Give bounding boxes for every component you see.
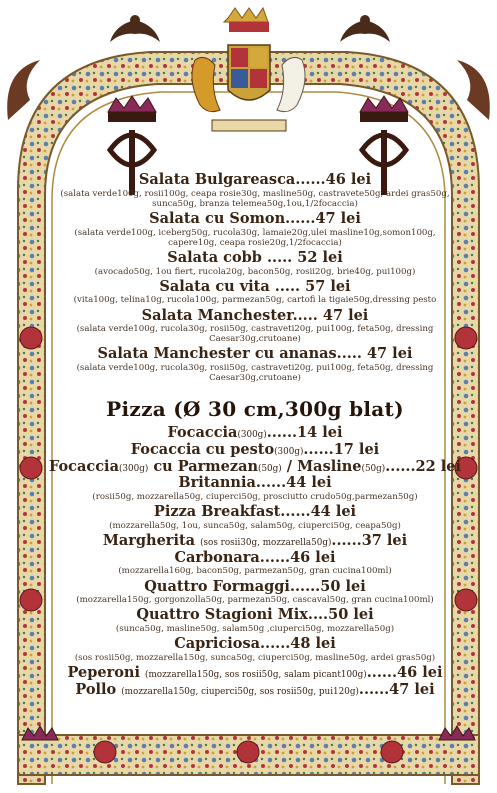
salads-section bbox=[60, 172, 450, 383]
salad-ingredients: (salata verde100g, rucola30g, rosii50g, castraveti20g, pui100g, feta50g, dressing Caesar30g,crutoane) bbox=[76, 324, 434, 345]
top-left-flourish bbox=[110, 15, 160, 42]
pizza-name bbox=[60, 442, 450, 459]
top-right-flourish bbox=[340, 15, 390, 42]
pizza-ingredients: (rosii50g, mozzarella50g, ciuperci50g, prosciutto crudo50g,parmezan50g) bbox=[92, 492, 418, 503]
pizza-name-part: Focaccia cu pesto bbox=[130, 441, 275, 459]
salad-ingredients: (salata verde100g, rosii100g, ceapa rosie30g, masline50g, castravete50g, ardei gras50g, sunca50g, branza telemea50g,1ou,1/2focaccia) bbox=[60, 188, 450, 209]
pizza-ingredients: (sunca50g, masline50g, salam50g ,ciuperci50g, mozzarella50g) bbox=[115, 624, 395, 635]
salad-name: Salata Bulgareasca......46 lei bbox=[138, 171, 372, 188]
pizza-name bbox=[60, 636, 450, 653]
pizza-name-part: ......46 lei bbox=[366, 664, 443, 681]
salad-name: Salata Manchester..... 47 lei bbox=[141, 306, 369, 324]
pizza-name-part: Pizza Breakfast......44 lei bbox=[153, 503, 357, 521]
pizza-name-part: ......37 lei bbox=[331, 532, 408, 550]
pizza-name-part: Focaccia bbox=[167, 424, 238, 442]
pizza-name-part: Pollo bbox=[75, 680, 122, 698]
pizza-name-part: Carbonara......46 lei bbox=[174, 548, 336, 566]
pizza-name-part: ......14 lei bbox=[266, 424, 343, 442]
pizza-name-part: (mozzarella150g, ciuperci50g, sos rosii50g, pui120g) bbox=[121, 686, 359, 697]
pizza-name-part: Margherita bbox=[102, 532, 201, 550]
pizza-name bbox=[60, 579, 450, 596]
salad-name: Salata Manchester cu ananas..... 47 lei bbox=[97, 345, 413, 363]
salad-name: Salata cu Somon......47 lei bbox=[149, 209, 361, 227]
pizza-name-part: Quattro Formaggi......50 lei bbox=[144, 577, 366, 595]
pizza-name bbox=[60, 665, 450, 682]
salad-name: Salata cobb ..... 52 lei bbox=[167, 248, 343, 266]
pizza-name-part: (sos rosii30g, mozzarella50g) bbox=[200, 538, 332, 549]
salad-name: Salata cu vita ..... 57 lei bbox=[159, 277, 351, 295]
pizza-name-part: (300g) bbox=[118, 463, 149, 474]
pizza-name-part: Peperoni bbox=[67, 664, 146, 681]
salad-ingredients: (vita100g, telina10g, rucola100g, parmezan50g, cartofi la tigaie50g,dressing pesto bbox=[73, 295, 437, 306]
pizza-name bbox=[60, 550, 450, 567]
pizza-name-part: (50g) bbox=[258, 463, 282, 474]
pizza-name-part: / Masline bbox=[281, 457, 362, 475]
pizza-name-part: (mozzarella150g, sos rosii50g, salam picant100g) bbox=[145, 670, 367, 680]
pizza-name bbox=[60, 425, 450, 442]
pizza-name bbox=[60, 607, 450, 624]
pizza-ingredients: (mozzarella50g, 1ou, sunca50g, salam50g, ciuperci50g, ceapa50g) bbox=[109, 520, 401, 531]
pizza-name-part: Quattro Stagioni Mix....50 lei bbox=[136, 606, 374, 624]
salad-ingredients: (salata verde100g, rucola30g, rosii50g, castraveti20g, pui100g, feta50g, dressing Caesar30g,crutoane) bbox=[76, 363, 434, 384]
pizza-heading: Pizza (Ø 30 cm,300g blat) bbox=[106, 397, 404, 422]
pizza-name-part: (300g) bbox=[237, 430, 267, 441]
pizza-name-part: Britannia......44 lei bbox=[178, 474, 332, 492]
pizza-ingredients: (mozzarella150g, gorgonzolla50g, parmezan50g, cascaval50g, gran cucina100ml) bbox=[76, 595, 434, 606]
pizza-name-part: ......22 lei bbox=[385, 457, 461, 475]
pizza-name bbox=[60, 533, 450, 550]
pizza-name bbox=[60, 504, 450, 521]
pizzas-section bbox=[49, 424, 461, 698]
pizza-name bbox=[60, 682, 450, 699]
salad-ingredients: (salata verde100g, iceberg50g, rucola30g, lamaie20g,ulei masline10g,somon100g, capere10g, ceapa rosie20g,1/2focaccia) bbox=[74, 227, 436, 248]
pizza-ingredients: (mozzarella160g, bacon50g, parmezan50g, gran cucina100ml) bbox=[118, 566, 392, 577]
salad-ingredients: (avocado50g, 1ou fiert, rucola20g, bacon50g, rosii20g, brie40g, pui100g) bbox=[94, 266, 416, 277]
pizza-name-part: (300g) bbox=[274, 447, 304, 458]
pizza-name-part: cu Parmezan bbox=[148, 457, 259, 475]
pizza-name-part: ......17 lei bbox=[303, 441, 380, 459]
pizza-name bbox=[60, 475, 450, 492]
pizza-name-part: (50g) bbox=[361, 463, 386, 474]
pizza-name-part: Focaccia bbox=[49, 457, 119, 475]
royal-coat-of-arms bbox=[192, 8, 305, 131]
pizza-name-part: ......47 lei bbox=[358, 680, 435, 698]
menu-content bbox=[49, 171, 461, 698]
pizza-name bbox=[20, 459, 490, 476]
pizza-ingredients: (sos rosii50g, mozzarella150g, sunca50g, ciuperci50g, masline50g, ardei gras50g) bbox=[74, 652, 436, 663]
pizza-name-part: Capriciosa......48 lei bbox=[174, 635, 336, 653]
